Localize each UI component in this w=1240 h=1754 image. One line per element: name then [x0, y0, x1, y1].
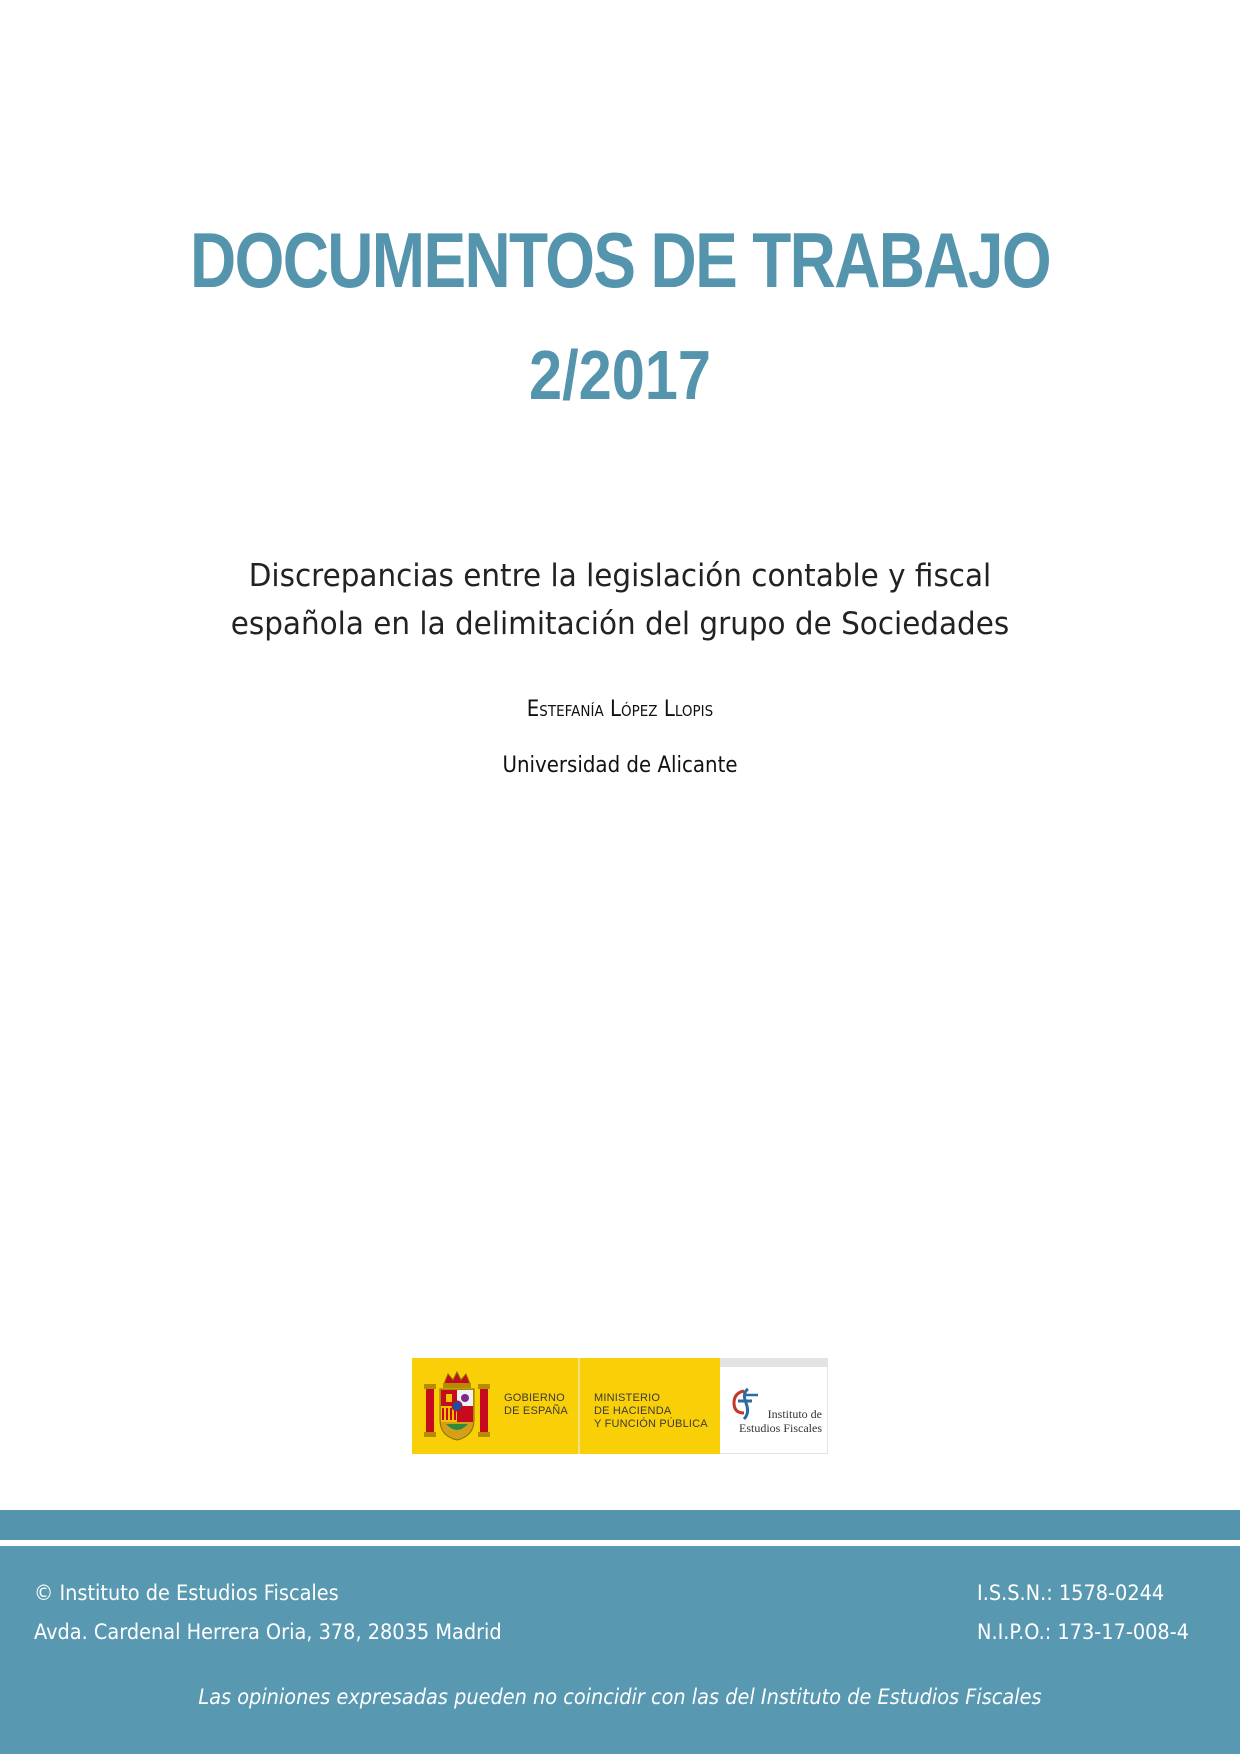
footer-issn: I.S.S.N.: 1578-0244 — [977, 1581, 1165, 1605]
author-name: Estefanía López Llopis — [526, 697, 714, 722]
document-title-line-2: española en la delimitación del grupo de Sociedades — [230, 606, 1010, 642]
coat-of-arms-icon — [424, 1370, 490, 1442]
ministry-label: MINISTERIO DE HACIENDA Y FUNCIÓN PÚBLICA — [594, 1392, 708, 1430]
series-number: 2/2017 — [528, 336, 711, 414]
footer-copyright: © Instituto de Estudios Fiscales — [34, 1581, 339, 1605]
series-title: DOCUMENTOS DE TRABAJO — [190, 216, 1050, 304]
document-title — [145, 552, 1095, 648]
government-logo — [412, 1358, 580, 1454]
institute-logo — [720, 1358, 828, 1454]
ministry-logo — [580, 1358, 720, 1454]
government-label: GOBIERNO DE ESPAÑA — [504, 1392, 568, 1417]
footer-band — [0, 1510, 1240, 1540]
logo-block — [412, 1358, 828, 1454]
author-affiliation: Universidad de Alicante — [502, 753, 738, 778]
footer-disclaimer: Las opiniones expresadas pueden no coincidir con las del Instituto de Estudios Fiscales — [198, 1685, 1042, 1709]
footer-nipo: N.I.P.O.: 173-17-008-4 — [977, 1620, 1189, 1644]
footer-address: Avda. Cardenal Herrera Oria, 378, 28035 Madrid — [34, 1620, 502, 1644]
document-title-line-1: Discrepancias entre la legislación contable y fiscal — [248, 558, 992, 594]
institute-label: Instituto de Estudios Fiscales — [739, 1407, 822, 1435]
